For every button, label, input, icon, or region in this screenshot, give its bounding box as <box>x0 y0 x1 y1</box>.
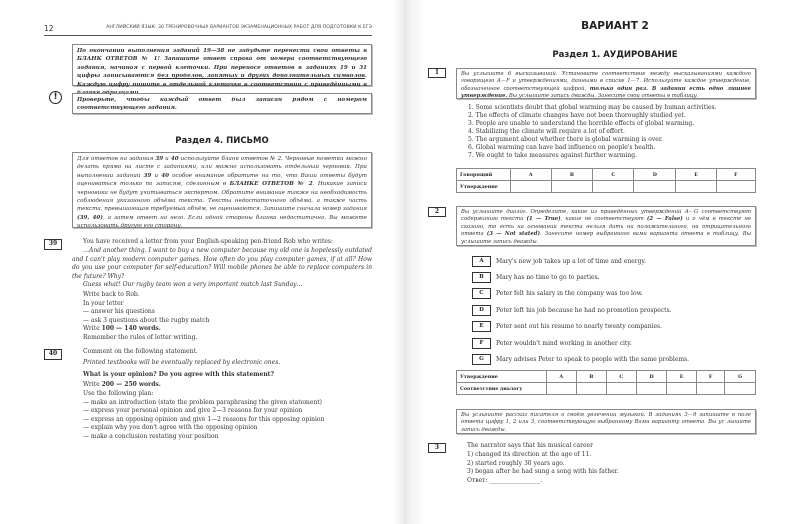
warning-text: Проверьте, чтобы каждый ответ был записан рядом с номером соответствующего задания. <box>77 97 367 112</box>
section-title-writing: Раздел 4. ПИСЬМО <box>175 136 269 146</box>
row-label: Соответствие диалогу <box>457 383 547 395</box>
task40-plan-item: — express an opposing opinion and give 1—2 reasons for this opposing opinion <box>83 415 325 423</box>
task-number-2: 2 <box>428 207 446 217</box>
table-row <box>457 371 756 383</box>
false-label: (2 — False) <box>646 216 683 223</box>
task2-instructions-box <box>456 206 756 246</box>
task40-word-count <box>83 381 161 389</box>
row-label: Утверждение <box>457 181 511 193</box>
option-letter: B <box>472 272 491 283</box>
option-text: Peter left his job because he had no promotion prospects. <box>496 307 672 314</box>
task39-instruction: Write back to Rob. <box>83 291 140 298</box>
option-letter: G <box>472 354 491 365</box>
instr-text: Для ответов на задания <box>77 156 156 162</box>
question-text: What is your opinion? Do you agree with this statement? <box>83 371 274 378</box>
instr-text: , а затем ответ на него. Если одной стороны бланка недостаточно, Вы можете использовать другую его сторону. <box>77 214 367 230</box>
running-head <box>44 24 372 36</box>
row-label: Утверждение <box>457 371 547 383</box>
book-title: АНГЛИЙСКИЙ ЯЗЫК: 30 ТРЕНИРОВОЧНЫХ ВАРИАНТОВ ЭКЗАМЕНАЦИОННЫХ РАБОТ ДЛЯ ПОДГОТОВКИ К ЕГЭ <box>106 25 372 30</box>
notice-text-bold: БЛАНК ОТВЕТОВ № 1! <box>77 56 160 63</box>
writing-instructions-box <box>72 152 372 228</box>
option-text: Mary's new job takes up a lot of time and energy. <box>496 258 646 265</box>
task-ref: 40 <box>161 172 169 179</box>
option-text: Mary has no time to go to parties. <box>496 274 600 281</box>
option-text: Peter sent out his resume to nearly twenty companies. <box>496 323 663 330</box>
task39-instruction: — answer his questions <box>83 308 155 315</box>
column-header: A <box>547 371 577 383</box>
instr-text: Вы услышите диалог. Определите, какие из приведённых утверждений A—G соответствуют содержанию текста <box>461 209 751 223</box>
task40-question <box>83 371 274 379</box>
task-number-39: 39 <box>44 239 62 250</box>
task1-statement: 6. Global warming can have bad influence on people's health. <box>468 144 656 151</box>
instr-text: . Занесите номер выбранного вами варианта ответа в таблицу. Вы услышите запись дважды. <box>461 231 751 245</box>
task40-plan-item: — make a conclusion restating your position <box>83 432 219 440</box>
instr-text: , какие не соответствуют <box>560 216 647 223</box>
column-header: B <box>551 169 593 181</box>
answer-cell-b[interactable] <box>551 181 593 193</box>
task39-instruction: In your letter <box>83 299 124 307</box>
notice-text-underline: без пробелов, запятых и других дополнительных символов <box>157 73 366 80</box>
task40-statement: Printed textbooks will be eventually replaced by electronic ones. <box>83 359 281 366</box>
row-label: Говорящий <box>457 169 511 181</box>
instr-text-bold: только один раз. В задании есть одно лишнее утверждение. <box>461 85 752 100</box>
answer-sheet-ref: БЛАНКЕ ОТВЕТОВ № 2 <box>229 181 313 188</box>
table-row <box>457 181 756 193</box>
answer-cell-d[interactable] <box>636 383 667 395</box>
answer-cell-b[interactable] <box>576 383 606 395</box>
task40-plan-item: — express your personal opinion and give 2—3 reasons for your opinion <box>83 407 303 414</box>
task1-statement: 3. People are unable to understand the horrible effects of global warming. <box>468 120 695 127</box>
instr-text: Вы услышите запись дважды. Занесите свои ответы в таблицу. <box>507 93 699 100</box>
instr-text: особое внимание обратите на то, что Ваши ответы будут оцениваться только по записям, сделанным в <box>77 172 367 188</box>
task1-instructions-box <box>456 68 756 99</box>
option-letter: C <box>472 288 491 299</box>
answer-cell-g[interactable] <box>725 383 756 395</box>
option-letter: F <box>472 338 491 349</box>
option-letter: E <box>472 321 491 332</box>
task3-choice-3: 3) began after he had sung a song with his father. <box>467 468 619 475</box>
task3-choice-1: 1) changed its direction at the age of 11. <box>467 451 592 458</box>
column-header: B <box>576 371 606 383</box>
task-number-1: 1 <box>428 68 446 78</box>
task-number-40: 40 <box>44 349 62 360</box>
task39-letter: …And another thing. I want to buy a new computer because my old one is hopelessly outdated and I can't play modern computer games. How often do you play computer games, if at all? How do you use your computer for self-education? Will mobile phones be able to replace computers in the future? Why? <box>72 247 372 280</box>
column-header: D <box>634 169 676 181</box>
instr-text: и о чём в тексте не сказано, то есть на основании текста нельзя дать ни положительного, ни отрицательного ответа <box>461 216 751 238</box>
task1-statement: 1. Some scientists doubt that global warming may be caused by human activities. <box>468 104 717 111</box>
column-header: E <box>676 169 716 181</box>
task3-answer <box>467 477 542 485</box>
exclamation-circle-icon: ! <box>49 91 62 104</box>
instr-text: . Никакие записи черновика не будут учитываться экспертом. Обратите внимание также на необходимость соблюдения указанного объёма текста. Тексты недостаточного объёма, а также часть текста, превышающая требуемый объём, не оцениваются. Запишите сначала номер задания <box>77 181 367 213</box>
column-header: C <box>606 371 636 383</box>
instr-text: и <box>163 156 171 162</box>
word-count: 200 — 250 words. <box>101 381 161 388</box>
option-text: Mary advises Peter to speak to people with the same problems. <box>496 356 690 363</box>
answer-cell-a[interactable] <box>547 383 577 395</box>
not-stated-label: (3 — Not stated) <box>486 231 540 238</box>
task1-answer-table <box>456 168 756 193</box>
variant-title: ВАРИАНТ 2 <box>581 20 649 32</box>
task-ref: 40 <box>170 156 179 162</box>
task3-choice-2: 2) started roughly 30 years ago. <box>467 459 565 467</box>
column-header: G <box>725 371 756 383</box>
notice-box <box>72 44 372 97</box>
instr-text: Вы услышите 6 высказываний. Установите соответствие между высказываниями каждого говорящего A—F и утверждениями, данными в списке 1—7. Используйте каждое утверждение, обозначенное соответствующей цифрой, <box>461 71 751 92</box>
true-label: (1 — True) <box>526 216 561 223</box>
option-letter: A <box>472 256 491 267</box>
option-text: Peter felt his salary in the company was too low. <box>496 290 643 297</box>
column-header: C <box>593 169 634 181</box>
warning-box <box>72 93 372 114</box>
option-text: Peter wouldn't mind working in another city. <box>496 340 632 347</box>
answer-cell-c[interactable] <box>593 181 634 193</box>
task39-instruction: — ask 3 questions about the rugby match <box>83 316 210 324</box>
answer-field[interactable]: _________________. <box>489 477 543 484</box>
column-header: F <box>696 371 725 383</box>
page-number: 12 <box>44 24 54 33</box>
word-count: 100 — 140 words. <box>101 325 161 332</box>
notice-text: По окончании выполнения заданий 19—38 не забудьте перенести свои ответы в <box>77 48 367 54</box>
answer-label: Ответ: <box>467 477 488 484</box>
task39-rules: Remember the rules of letter writing. <box>83 333 198 341</box>
task2-answer-table <box>456 370 756 395</box>
task1-statement: 5. The argument about whether there is global warming is over. <box>468 136 663 143</box>
instr-text: используйте бланк ответов № 2. Черновые пометки можно делать прямо на листе с заданиями, или можно использовать отдельный черновик. При выполнении заданий <box>77 156 367 179</box>
task40-plan-item: — explain why you don't agree with the opposing opinion <box>83 424 258 431</box>
answer-cell-a[interactable] <box>511 181 552 193</box>
book-gutter <box>393 0 421 524</box>
write-prefix: Write <box>83 325 102 332</box>
task39-word-count <box>83 325 161 333</box>
column-header: A <box>511 169 552 181</box>
answer-cell-f[interactable] <box>696 383 725 395</box>
instr-text: Вы услышите рассказ писателя о своём увлечении музыкой. В заданиях 3—9 запишите в поле ответа цифру 1, 2 или 3, соответствующую выбранному Вами варианту ответа. Вы ус лышите запись дважды. <box>461 412 751 433</box>
task1-statement: 4. Stabilizing the climate will require a lot of effort. <box>468 128 625 135</box>
task40-intro: Comment on the following statement. <box>83 348 198 355</box>
answer-cell-c[interactable] <box>606 383 636 395</box>
task3-intro-box <box>456 409 756 434</box>
task1-statement: 2. The effects of climate changes have not been thoroughly studied yet. <box>468 112 686 119</box>
task40-plan-intro: Use the following plan: <box>83 390 154 397</box>
write-prefix: Write <box>83 381 102 388</box>
column-header: F <box>716 169 755 181</box>
task39-letter-end: Guess what! Our rugby team won a very important match last Sunday… <box>83 281 303 288</box>
task39-intro: You have received a letter from your English-speaking pen-friend Rob who writes: <box>83 238 334 245</box>
instr-text: и <box>151 172 162 179</box>
section-title-listening: Раздел 1. АУДИРОВАНИЕ <box>552 50 678 60</box>
answer-cell-e[interactable] <box>667 383 696 395</box>
notice-text: Запишите ответ справа от номера соответствующего задания, начиная с первой клеточки. При переносе ответов в заданиях 19 и 31 цифры записываются <box>77 56 367 80</box>
option-letter: D <box>472 305 491 316</box>
column-header: D <box>636 371 667 383</box>
answer-cell-e[interactable] <box>676 181 716 193</box>
task-ref: 39 <box>155 156 164 162</box>
table-row <box>457 383 756 395</box>
task-ref: 39 <box>143 172 152 179</box>
answer-cell-f[interactable] <box>716 181 755 193</box>
task-ref: (39, 40) <box>77 214 103 221</box>
task3-stem: The narrator says that his musical career <box>467 442 593 449</box>
notice-text: . Каждую цифру пишите в отдельной клеточке в соответствии с приведёнными в бланке образцами. <box>77 73 367 97</box>
task1-statement: 7. We ought to take measures against further warming. <box>468 152 637 159</box>
task40-plan-item: — make an introduction (state the problem paraphrasing the given statement) <box>83 398 323 406</box>
table-row <box>457 169 756 181</box>
answer-cell-d[interactable] <box>634 181 676 193</box>
column-header: E <box>667 371 696 383</box>
task-number-3: 3 <box>428 443 446 453</box>
